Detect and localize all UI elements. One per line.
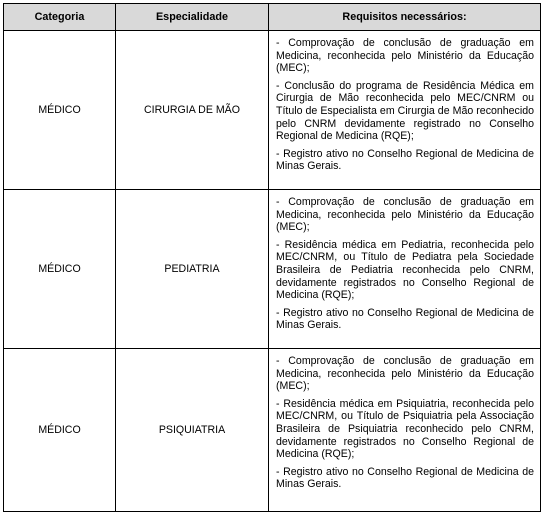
header-requisitos: Requisitos necessários: <box>269 4 541 31</box>
header-categoria: Categoria <box>4 4 116 31</box>
header-especialidade: Especialidade <box>116 4 269 31</box>
table-row <box>4 31 541 190</box>
requisito-item: - Comprovação de conclusão de graduação em Medicina, reconhecida pelo Ministério da Educação (MEC); <box>276 196 534 234</box>
requisito-item: - Comprovação de conclusão de graduação em Medicina, reconhecida pelo Ministério da Educação (MEC); <box>276 355 534 393</box>
table-row <box>4 190 541 349</box>
requisitos-cell <box>269 349 541 512</box>
table-row <box>4 349 541 512</box>
categoria-cell: MÉDICO <box>4 190 116 349</box>
requisito-item: - Registro ativo no Conselho Regional de Medicina de Minas Gerais. <box>276 306 534 332</box>
table-header-row <box>4 4 541 31</box>
especialidade-cell: PEDIATRIA <box>116 190 269 349</box>
requisito-item: - Registro ativo no Conselho Regional de Medicina de Minas Gerais. <box>276 147 534 173</box>
requisito-item: - Registro ativo no Conselho Regional de Medicina de Minas Gerais. <box>276 465 534 491</box>
especialidade-cell: PSIQUIATRIA <box>116 349 269 512</box>
requisito-item: - Residência médica em Psiquiatria, reconhecida pelo MEC/CNRM, ou Título de Psiquiatria pela Associação Brasileira de Psiquiatria reconhecido pelo CNRM, devidamente registrados no Conselho Regional de Medicina (RQE); <box>276 397 534 461</box>
requirements-table <box>3 3 541 512</box>
requisitos-cell <box>269 31 541 190</box>
requisito-item: - Conclusão do programa de Residência Médica em Cirurgia de Mão reconhecida pelo MEC/CNRM ou Título de Especialista em Cirurgia de Mão reconhecido pelo CNRM devidamente registrado no Conselho Regional de Medicina (RQE); <box>276 79 534 143</box>
categoria-cell: MÉDICO <box>4 31 116 190</box>
categoria-cell: MÉDICO <box>4 349 116 512</box>
requisito-item: - Residência médica em Pediatria, reconhecida pelo MEC/CNRM, ou Título de Pediatra pela Sociedade Brasileira de Pediatria reconhecida pelo CNRM, devidamente registrados no Conselho Regional de Medicina (RQE); <box>276 238 534 302</box>
requisito-item: - Comprovação de conclusão de graduação em Medicina, reconhecida pelo Ministério da Educação (MEC); <box>276 37 534 75</box>
requisitos-cell <box>269 190 541 349</box>
especialidade-cell: CIRURGIA DE MÃO <box>116 31 269 190</box>
